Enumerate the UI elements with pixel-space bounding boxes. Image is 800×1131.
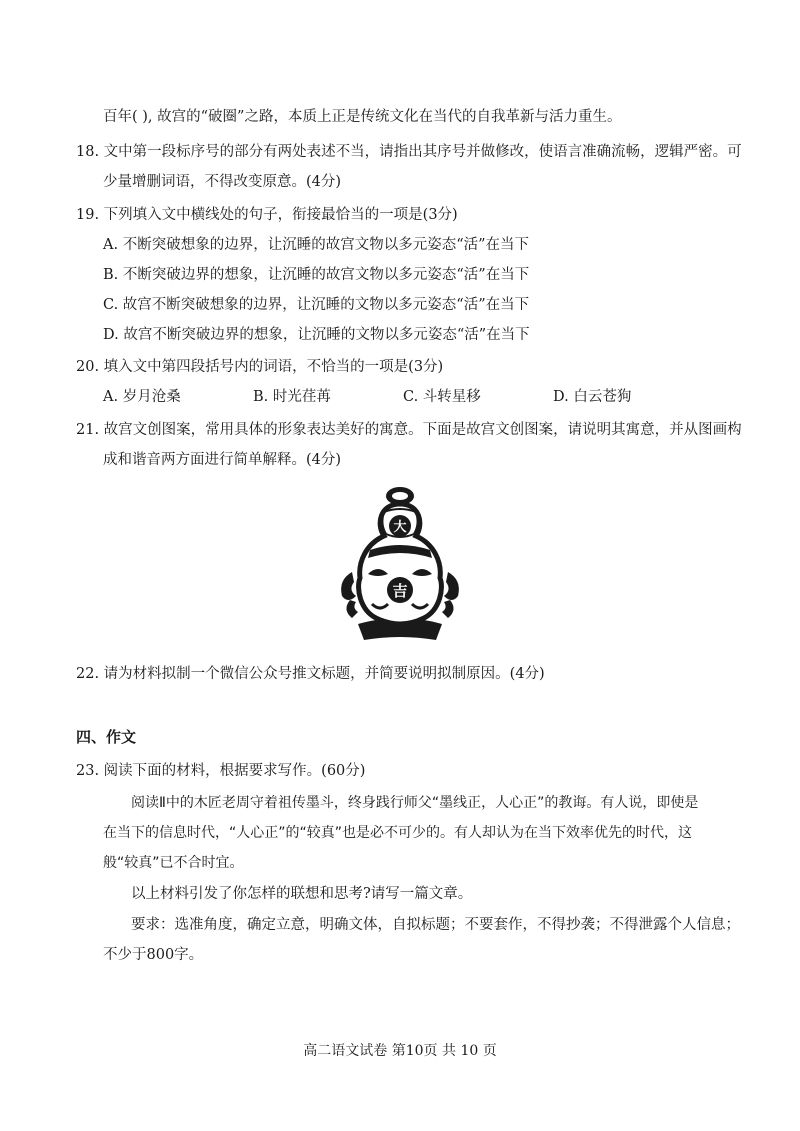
q19-option-b: B. 不断突破边界的想象，让沉睡的故宫文物以多元姿态“活”在当下 xyxy=(103,267,530,283)
q19-option-d: D. 故宫不断突破边界的想象，让沉睡的文物以多元姿态“活”在当下 xyxy=(103,327,530,343)
q23-para3-line1: 要求：选准角度，确定立意，明确文体，自拟标题；不要套作，不得抄袭；不得泄露个人信息； xyxy=(131,917,740,933)
q20-option-d: D. 白云苍狗 xyxy=(553,389,632,405)
figure-char-bottom: 吉 xyxy=(392,582,408,600)
q19-stem: 19. 下列填入文中横线处的句子，衔接最恰当的一项是(3分) xyxy=(76,207,458,223)
q21-line1: 21. 故宫文创图案，常用具体的形象表达美好的寓意。下面是故宫文创图案，请说明其寓意，并从图画构 xyxy=(76,422,742,438)
page-footer: 高二语文试卷 第10页 共 10 页 xyxy=(303,1043,497,1059)
q23-para1-line2: 在当下的信息时代，“人心正”的“较真”也是必不可少的。有人却认为在当下效率优先的时代，这 xyxy=(103,825,693,841)
q18-line2: 少量增删词语，不得改变原意。(4分) xyxy=(103,174,342,190)
q20-option-b: B. 时光荏苒 xyxy=(253,389,331,405)
q23-para1-line3: 般“较真”已不合时宜。 xyxy=(103,855,244,871)
section-title: 四、作文 xyxy=(76,728,137,746)
q23-para2: 以上材料引发了你怎样的联想和思考?请写一篇文章。 xyxy=(131,886,473,902)
q20-option-c: C. 斗转星移 xyxy=(403,389,481,405)
q20-stem: 20. 填入文中第四段括号内的词语，不恰当的一项是(3分) xyxy=(76,359,444,375)
q19-option-a: A. 不断突破想象的边界，让沉睡的故宫文物以多元姿态“活”在当下 xyxy=(103,237,530,253)
q19-option-c: C. 故宫不断突破想象的边界，让沉睡的文物以多元姿态“活”在当下 xyxy=(103,297,530,313)
gourd-emblem-figure xyxy=(336,484,464,644)
q20-option-a: A. 岁月沧桑 xyxy=(103,389,181,405)
q23-para3-line2: 不少于800字。 xyxy=(103,947,204,963)
figure-char-top: 大 xyxy=(393,520,407,535)
q18-line1: 18. 文中第一段标序号的部分有两处表述不当，请指出其序号并做修改，使语言准确流畅，逻辑严密。可 xyxy=(76,144,742,160)
q21-line2: 成和谐音两方面进行简单解释。(4分) xyxy=(103,452,342,468)
intro-text: 百年( ), 故宫的“破圈”之路，本质上正是传统文化在当代的自我革新与活力重生。 xyxy=(103,109,622,125)
q23-stem: 23. 阅读下面的材料，根据要求写作。(60分) xyxy=(76,763,366,779)
q22-text: 22. 请为材料拟制一个微信公众号推文标题，并简要说明拟制原因。(4分) xyxy=(76,666,545,682)
q23-para1-line1: 阅读Ⅱ中的木匠老周守着祖传墨斗，终身践行师父“墨线正，人心正”的教诲。有人说，即使是 xyxy=(131,795,699,811)
